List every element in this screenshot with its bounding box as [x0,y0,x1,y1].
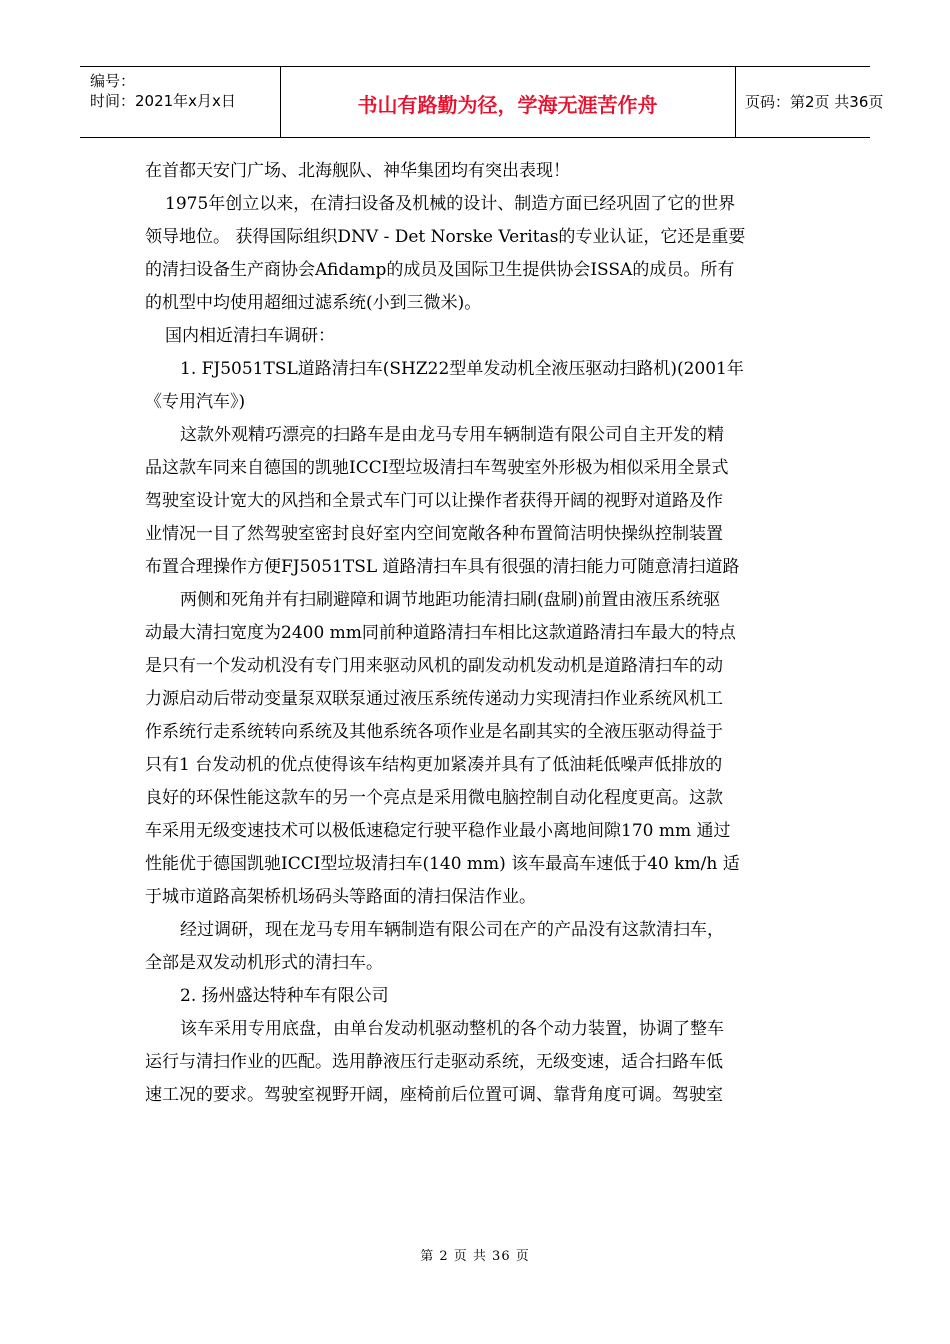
body-line: 速工况的要求。驾驶室视野开阔，座椅前后位置可调、靠背角度可调。驾驶室 [145,1085,723,1105]
body-line: 的清扫设备生产商协会Afidamp的成员及国际卫生提供协会ISSA的成员。所有 [145,260,735,280]
body-line: 业情况一目了然驾驶室密封良好室内空间宽敞各种布置简洁明快操纵控制装置 [145,524,723,544]
body-line: 动最大清扫宽度为2400 mm同前种道路清扫车相比这款道路清扫车最大的特点 [145,623,736,643]
header-motto-cell [280,67,736,137]
body-line: 国内相近清扫车调研： [165,326,335,346]
body-line: 《专用汽车》) [145,392,246,412]
footer-page-number: 第 2 页 共 36 页 [420,1249,530,1264]
body-line: 只有1 台发动机的优点使得该车结构更加紧凑并具有了低油耗低噪声低排放的 [145,755,723,775]
body-line: 2. 扬州盛达特种车有限公司 [180,986,389,1006]
number-label: 编号： [90,72,136,90]
body-line: 1. FJ5051TSL道路清扫车(SHZ22型单发动机全液压驱动扫路机)(2001年 [180,359,744,379]
page-label: 页码：第2页 共36页 [745,93,884,111]
header-meta-cell [80,67,281,137]
body-line: 良好的环保性能这款车的另一个亮点是采用微电脑控制自动化程度更高。这款 [145,788,723,808]
body-line: 品这款车同来自德国的凯驰ICCI型垃圾清扫车驾驶室外形极为相似采用全景式 [145,458,729,478]
body-line: 在首都天安门广场、北海舰队、神华集团均有突出表现！ [145,161,570,181]
body-line: 作系统行走系统转向系统及其他系统各项作业是名副其实的全液压驱动得益于 [145,722,723,742]
header-page-cell [735,67,884,137]
body-line: 布置合理操作方便FJ5051TSL 道路清扫车具有很强的清扫能力可随意清扫道路 [145,557,740,577]
page-footer [0,1245,950,1264]
body-line: 两侧和死角并有扫刷避障和调节地距功能清扫刷(盘刷)前置由液压系统驱 [180,590,721,610]
body-line: 全部是双发动机形式的清扫车。 [145,953,383,973]
body-line: 车采用无级变速技术可以极低速稳定行驶平稳作业最小离地间隙170 mm 通过 [145,821,731,841]
body-line: 运行与清扫作业的匹配。选用静液压行走驱动系统，无级变速，适合扫路车低 [145,1052,723,1072]
motto: 书山有路勤为径，学海无涯苦作舟 [357,93,658,117]
body-line: 1975年创立以来，在清扫设备及机械的设计、制造方面已经巩固了它的世界 [165,194,736,214]
body-line: 驾驶室设计宽大的风挡和全景式车门可以让操作者获得开阔的视野对道路及作 [145,491,723,511]
body-line: 是只有一个发动机没有专门用来驱动风机的副发动机发动机是道路清扫车的动 [145,656,723,676]
body-line: 的机型中均使用超细过滤系统(小到三微米)。 [145,293,482,313]
body-line: 这款外观精巧漂亮的扫路车是由龙马专用车辆制造有限公司自主开发的精 [180,425,724,445]
body-line: 于城市道路高架桥机场码头等路面的清扫保洁作业。 [145,887,536,907]
body-line: 该车采用专用底盘，由单台发动机驱动整机的各个动力装置，协调了整车 [180,1019,724,1039]
body-line: 力源启动后带动变量泵双联泵通过液压系统传递动力实现清扫作业系统风机工 [145,689,723,709]
page-header [80,66,884,138]
time-label: 时间：2021年x月x日 [90,92,236,110]
body-line: 性能优于德国凯驰ICCI型垃圾清扫车(140 mm) 该车最高车速低于40 km/h 适 [145,854,740,874]
document-body [145,155,805,1112]
body-line: 领导地位。 获得国际组织DNV - Det Norske Veritas的专业认证，它还是重要 [145,227,746,247]
body-line: 经过调研，现在龙马专用车辆制造有限公司在产的产品没有这款清扫车， [180,920,724,940]
